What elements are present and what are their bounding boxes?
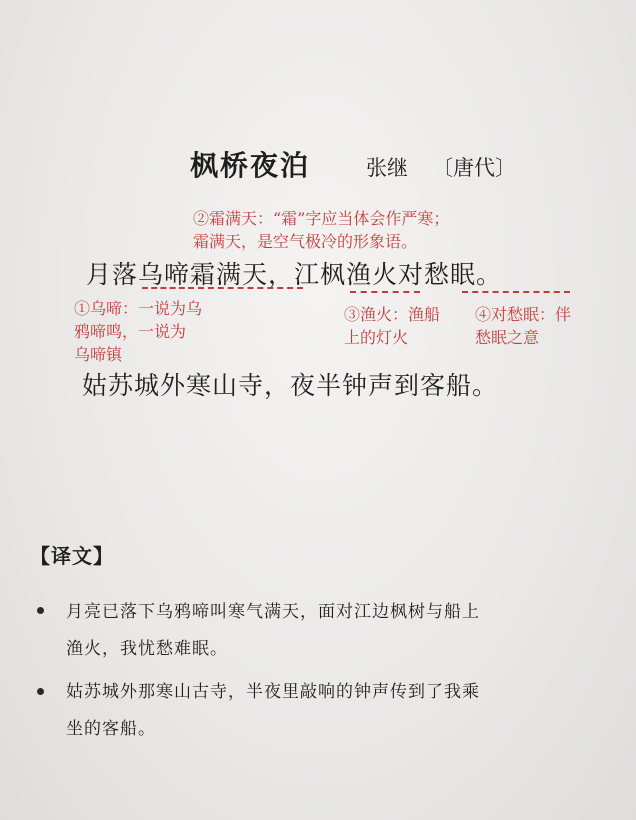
underline-dui-chou-mian bbox=[462, 291, 570, 293]
underline-shuang-man-tian bbox=[198, 287, 303, 289]
annotation-line: 上的灯火 bbox=[344, 328, 409, 347]
annotation-line: ④对愁眠：伴 bbox=[475, 305, 572, 324]
translation-item-1 bbox=[66, 594, 480, 668]
annotation-wu-ti bbox=[74, 297, 202, 366]
bullet-icon bbox=[37, 607, 44, 614]
poem-title: 枫桥夜泊 bbox=[190, 149, 311, 182]
translation-item-2 bbox=[66, 674, 480, 748]
annotation-line: 愁眠之意 bbox=[475, 328, 540, 347]
annotation-line: 鸦啼鸣，一说为 bbox=[74, 322, 187, 341]
translation-line: 姑苏城外那寒山古寺，半夜里敲响的钟声传到了我乘 bbox=[66, 682, 480, 702]
annotation-line: 霜满天，是空气极冷的形象语。 bbox=[193, 232, 418, 251]
annotation-line: ①乌啼：一说为乌 bbox=[74, 299, 203, 318]
translation-line: 渔火，我忧愁难眠。 bbox=[66, 639, 228, 659]
annotation-yu-huo bbox=[344, 303, 440, 349]
underline-yu-huo bbox=[350, 291, 420, 293]
bullet-icon bbox=[37, 688, 44, 695]
translation-line: 月亮已落下乌鸦啼叫寒气满天，面对江边枫树与船上 bbox=[66, 602, 480, 622]
annotation-line: ③渔火：渔船 bbox=[344, 305, 441, 324]
translation-heading: 【译文】 bbox=[30, 544, 114, 568]
underline-wu-ti bbox=[142, 287, 194, 289]
annotation-line: ②霜满天：“霜”字应当体会作严寒； bbox=[193, 209, 450, 228]
poem-line-1: 月落乌啼霜满天，江枫渔火对愁眠。 bbox=[86, 260, 503, 289]
translation-line: 坐的客船。 bbox=[66, 719, 156, 739]
annotation-dui-chou-mian bbox=[475, 303, 571, 349]
annotation-shuang-man-tian bbox=[193, 207, 449, 253]
poem-line-2: 姑苏城外寒山寺，夜半钟声到客船。 bbox=[82, 371, 499, 400]
poem-dynasty: 〔唐代〕 bbox=[432, 156, 516, 180]
poem-author: 张继 bbox=[366, 156, 408, 180]
annotation-line: 乌啼镇 bbox=[74, 345, 123, 364]
